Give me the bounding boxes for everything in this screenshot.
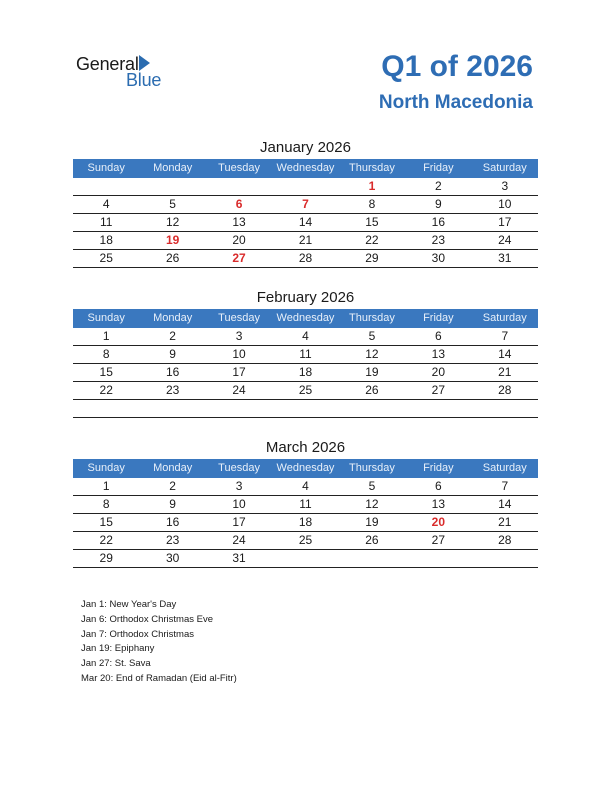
month-title: January 2026: [260, 139, 351, 156]
date-cell: [206, 400, 272, 417]
date-cell: [73, 400, 139, 417]
date-cell: 6: [435, 479, 442, 493]
weekday-label: Friday: [423, 162, 454, 174]
date-cell: 12: [365, 497, 379, 511]
week-row: [73, 478, 538, 496]
date-cell: 3: [501, 179, 509, 193]
date-cell: 2: [169, 479, 176, 493]
week-row: [73, 382, 538, 400]
date-cell: 2: [435, 179, 442, 193]
date-cell: 23: [165, 533, 180, 547]
month-calendar: [73, 437, 538, 568]
weekday-label: Sunday: [87, 162, 125, 174]
month-calendar: [73, 137, 538, 268]
holiday-date: 20: [431, 515, 446, 529]
date-cell: 9: [169, 497, 176, 511]
holiday-list: [81, 598, 237, 687]
weekday-label: Wednesday: [276, 162, 335, 174]
date-cell: 10: [498, 197, 512, 211]
date-cell: 25: [298, 533, 313, 547]
date-cell: 15: [99, 365, 113, 379]
date-cell: 4: [302, 479, 309, 493]
weekday-label: Monday: [153, 162, 193, 174]
date-cell: 9: [169, 347, 176, 361]
week-row: [73, 214, 538, 232]
holiday-item: Mar 20: End of Ramadan (Eid al-Fitr): [81, 672, 237, 684]
date-cell: 29: [99, 551, 113, 565]
date-cell: 22: [99, 383, 113, 397]
date-cell: 17: [232, 515, 246, 529]
week-row: [73, 364, 538, 382]
date-cell: 10: [232, 347, 246, 361]
date-cell: 8: [102, 347, 110, 361]
page-subtitle: North Macedonia: [378, 92, 533, 113]
date-cell: 24: [498, 233, 512, 247]
week-row: [73, 250, 538, 268]
date-cell: 11: [299, 347, 312, 361]
date-cell: 4: [302, 329, 309, 343]
weekday-label: Thursday: [348, 162, 395, 174]
date-cell: 9: [435, 197, 442, 211]
date-cell: 3: [235, 479, 243, 493]
date-cell: 13: [431, 497, 446, 511]
holiday-item: Jan 19: Epiphany: [81, 643, 155, 655]
date-cell: [339, 550, 405, 567]
weekday-label: Friday: [423, 462, 454, 474]
date-cell: 19: [365, 365, 379, 379]
date-cell: [272, 178, 338, 195]
date-cell: [472, 400, 538, 417]
weekday-label: Saturday: [482, 312, 527, 324]
date-cell: 28: [498, 533, 512, 547]
date-cell: 13: [431, 347, 446, 361]
date-cell: 7: [501, 329, 509, 343]
date-cell: 24: [232, 383, 246, 397]
date-cell: 1: [102, 479, 110, 493]
weekday-label: Tuesday: [218, 312, 260, 324]
date-cell: 10: [232, 497, 246, 511]
logo-flag-icon: [139, 55, 150, 71]
date-cell: 23: [431, 233, 446, 247]
logo-word-general: General: [76, 54, 139, 74]
date-cell: [405, 400, 471, 417]
weekday-label: Wednesday: [276, 312, 335, 324]
date-cell: 17: [498, 215, 512, 229]
weekday-header: [73, 309, 538, 328]
date-cell: 6: [435, 329, 442, 343]
date-cell: 30: [431, 251, 446, 265]
weekday-label: Monday: [153, 312, 193, 324]
weekday-label: Monday: [153, 462, 193, 474]
week-row: [73, 514, 538, 532]
weekday-label: Tuesday: [218, 462, 260, 474]
date-cell: 12: [165, 215, 180, 229]
date-cell: 26: [365, 383, 379, 397]
date-cell: 11: [299, 497, 312, 511]
date-cell: 31: [232, 551, 246, 565]
date-cell: 26: [365, 533, 379, 547]
date-cell: [206, 178, 272, 195]
date-cell: 27: [431, 533, 446, 547]
date-cell: 28: [298, 251, 313, 265]
date-cell: 14: [498, 497, 512, 511]
date-cell: 16: [431, 215, 446, 229]
weekday-label: Thursday: [348, 462, 395, 474]
date-cell: 20: [232, 233, 246, 247]
date-cell: 18: [298, 515, 313, 529]
date-cell: 23: [165, 383, 180, 397]
date-cell: 21: [498, 515, 512, 529]
date-cell: [73, 178, 139, 195]
date-cell: 8: [102, 497, 110, 511]
date-cell: [272, 400, 338, 417]
date-cell: 4: [102, 197, 110, 211]
week-row: [73, 400, 538, 418]
weekday-label: Wednesday: [276, 462, 335, 474]
week-row: [73, 196, 538, 214]
date-cell: 20: [431, 365, 446, 379]
logo-word-blue: Blue: [126, 70, 162, 90]
date-cell: 1: [102, 329, 110, 343]
date-cell: [472, 550, 538, 567]
date-cell: 18: [298, 365, 313, 379]
date-cell: 5: [169, 197, 176, 211]
date-cell: [139, 178, 205, 195]
weekday-label: Friday: [423, 312, 454, 324]
date-cell: 21: [298, 233, 313, 247]
weekday-label: Saturday: [482, 162, 527, 174]
week-row: [73, 346, 538, 364]
month-calendar: [73, 287, 538, 418]
weekday-header: [73, 159, 538, 178]
holiday-item: Jan 7: Orthodox Christmas: [81, 628, 194, 640]
date-cell: 7: [501, 479, 509, 493]
date-cell: 15: [365, 215, 379, 229]
date-cell: 26: [165, 251, 180, 265]
date-cell: 24: [232, 533, 246, 547]
holiday-date: 27: [232, 251, 246, 265]
date-cell: 31: [498, 251, 512, 265]
date-cell: 13: [232, 215, 246, 229]
date-cell: 8: [368, 197, 376, 211]
date-cell: 5: [368, 479, 376, 493]
month-title: February 2026: [256, 289, 355, 306]
date-cell: 12: [365, 347, 379, 361]
month-title: March 2026: [265, 439, 346, 456]
holiday-date: 19: [165, 233, 180, 247]
date-cell: 16: [165, 515, 180, 529]
date-cell: 5: [368, 329, 376, 343]
date-cell: 22: [365, 233, 379, 247]
date-cell: 19: [365, 515, 379, 529]
date-cell: 2: [169, 329, 176, 343]
holiday-date: 7: [302, 197, 309, 211]
week-row: [73, 496, 538, 514]
weekday-label: Thursday: [348, 312, 395, 324]
date-cell: [405, 550, 471, 567]
date-cell: 18: [99, 233, 113, 247]
date-cell: 30: [165, 551, 180, 565]
date-cell: 16: [165, 365, 180, 379]
week-row: [73, 550, 538, 568]
date-cell: 28: [498, 383, 512, 397]
date-cell: 22: [99, 533, 113, 547]
week-row: [73, 232, 538, 250]
date-cell: 11: [99, 215, 113, 229]
holiday-item: Jan 27: St. Sava: [81, 658, 151, 670]
weekday-label: Tuesday: [218, 162, 260, 174]
holiday-date: 1: [368, 179, 376, 193]
weekday-label: Sunday: [87, 462, 125, 474]
week-row: [73, 532, 538, 550]
date-cell: 29: [365, 251, 379, 265]
date-cell: [139, 400, 205, 417]
logo: [76, 52, 176, 88]
date-cell: 15: [99, 515, 113, 529]
date-cell: 27: [431, 383, 446, 397]
holiday-date: 6: [235, 197, 243, 211]
week-row: [73, 328, 538, 346]
date-cell: [339, 400, 405, 417]
weekday-header: [73, 459, 538, 478]
date-cell: 14: [498, 347, 512, 361]
date-cell: 3: [235, 329, 243, 343]
weekday-label: Sunday: [87, 312, 125, 324]
date-cell: 25: [99, 251, 113, 265]
holiday-item: Jan 1: New Year's Day: [81, 599, 177, 610]
date-cell: 21: [498, 365, 512, 379]
page-title: Q1 of 2026: [381, 50, 533, 83]
date-cell: [272, 550, 338, 567]
week-row: [73, 178, 538, 196]
date-cell: 17: [232, 365, 246, 379]
weekday-label: Saturday: [482, 462, 527, 474]
date-cell: 14: [298, 215, 313, 229]
holiday-item: Jan 6: Orthodox Christmas Eve: [81, 613, 213, 625]
date-cell: 25: [298, 383, 313, 397]
